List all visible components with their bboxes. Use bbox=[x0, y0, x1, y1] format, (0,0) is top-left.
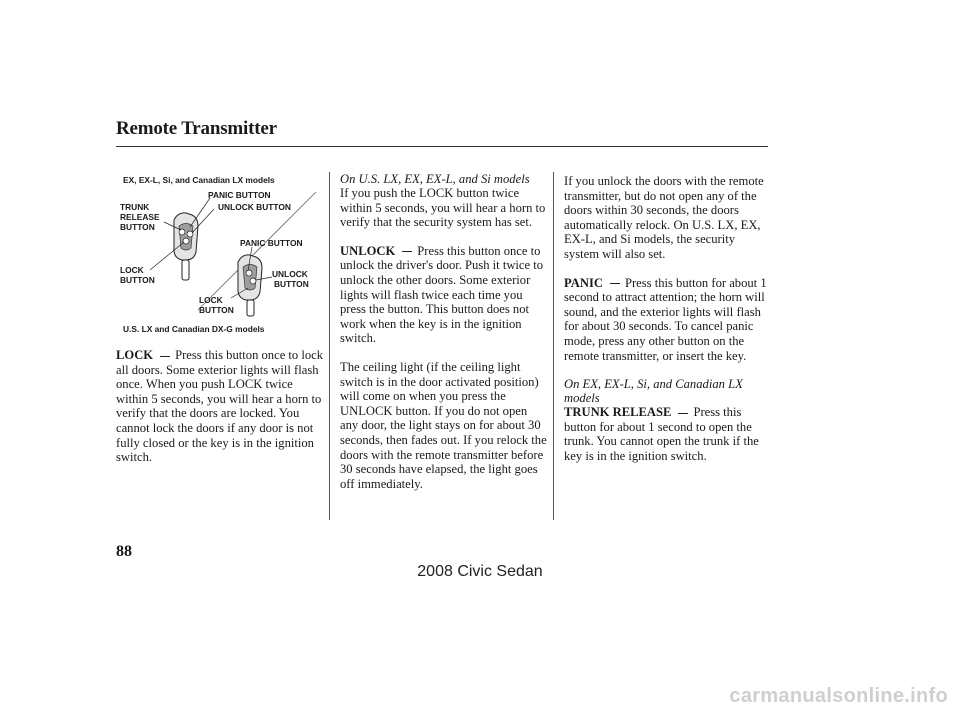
trunk-release-text: Press this button for about 1 second to open the trunk. You cannot open the trunk if the key is in the ignition switch. bbox=[564, 405, 759, 463]
label-lock-button-mid-1: LOCK bbox=[199, 295, 223, 305]
figure-bottom-caption: U.S. LX and Canadian DX-G models bbox=[123, 324, 265, 334]
label-lock-button-mid-2: BUTTON bbox=[199, 305, 234, 315]
column-3 bbox=[564, 174, 770, 464]
label-lock-button-left-2: BUTTON bbox=[120, 275, 155, 285]
panic-term: PANIC bbox=[564, 275, 603, 290]
em-dash bbox=[678, 413, 688, 414]
column-1 bbox=[116, 348, 328, 465]
title-rule bbox=[116, 146, 768, 147]
column-2 bbox=[340, 172, 548, 491]
auto-relock-paragraph: If you unlock the doors with the remote transmitter, but do not open any of the doors within 30 seconds, the doors automatically relock. On U.S. LX, EX, EX-L, and Si models, the security system will also set. bbox=[564, 174, 764, 261]
label-panic-button-right: PANIC BUTTON bbox=[240, 238, 303, 248]
label-panic-button-top: PANIC BUTTON bbox=[208, 190, 271, 200]
unlock-term: UNLOCK bbox=[340, 243, 396, 258]
panic-paragraph bbox=[564, 276, 770, 364]
column-divider-2 bbox=[553, 172, 554, 520]
label-lock-button-left-1: LOCK bbox=[120, 265, 144, 275]
panic-text: Press this button for about 1 second to attract attention; the horn will sound, and the exterior lights will flash for about 30 seconds. To cancel panic mode, press any other button on the remote transmitter, or insert the key. bbox=[564, 275, 767, 363]
unlock-paragraph bbox=[340, 244, 548, 346]
unlock-text: Press this button once to unlock the driver's door. Push it twice to unlock the other doors. Some exterior lights will flash twice each time you press the button. This button does not work when the key is in the ignition switch. bbox=[340, 243, 544, 346]
label-trunk-release-2: RELEASE bbox=[120, 212, 160, 222]
lock-text: Press this button once to lock all doors. Some exterior lights will flash once. When you push LOCK twice within 5 seconds, you will hear a horn to verify that the doors are locked. You cannot lock the doors if any door is not fully closed or the key is in the ignition switch. bbox=[116, 348, 324, 465]
column-divider-1 bbox=[329, 172, 330, 520]
lock-term: LOCK bbox=[116, 348, 154, 362]
em-dash bbox=[402, 251, 412, 252]
model-note-us: On U.S. LX, EX, EX-L, and Si models bbox=[340, 172, 530, 186]
watermark: carmanualsonline.info bbox=[729, 685, 948, 707]
lock-twice-paragraph: If you push the LOCK button twice within 5 seconds, you will hear a horn to verify that the security system has set. bbox=[340, 186, 546, 230]
lock-paragraph bbox=[116, 348, 328, 465]
ceiling-light-paragraph: The ceiling light (if the ceiling light switch is in the door activated position) will come on when you press the UNLOCK button. If you do not open any door, the light stays on for about 30 seconds, then fades out. If you relock the doors with the remote transmitter before 30 seconds have elapsed, the light goes off immediately. bbox=[340, 359, 547, 491]
label-trunk-release-1: TRUNK bbox=[120, 202, 150, 212]
label-unlock-button-top: UNLOCK BUTTON bbox=[218, 202, 291, 212]
page-title: Remote Transmitter bbox=[116, 118, 277, 139]
key-fob-icon bbox=[238, 255, 262, 316]
label-trunk-release-3: BUTTON bbox=[120, 222, 155, 232]
em-dash bbox=[610, 283, 620, 284]
trunk-release-paragraph bbox=[564, 405, 770, 463]
label-unlock-button-right-1: UNLOCK bbox=[272, 269, 308, 279]
trunk-release-term: TRUNK RELEASE bbox=[564, 405, 672, 420]
remote-transmitter-figure bbox=[116, 170, 322, 340]
key-fob-icon bbox=[174, 213, 198, 280]
page-number: 88 bbox=[116, 543, 132, 560]
em-dash bbox=[160, 356, 170, 357]
figure-top-caption: EX, EX-L, Si, and Canadian LX models bbox=[123, 175, 275, 185]
model-note-ex: On EX, EX-L, Si, and Canadian LX models bbox=[564, 377, 743, 406]
model-footer: 2008 Civic Sedan bbox=[417, 563, 543, 580]
label-unlock-button-right-2: BUTTON bbox=[274, 279, 309, 289]
